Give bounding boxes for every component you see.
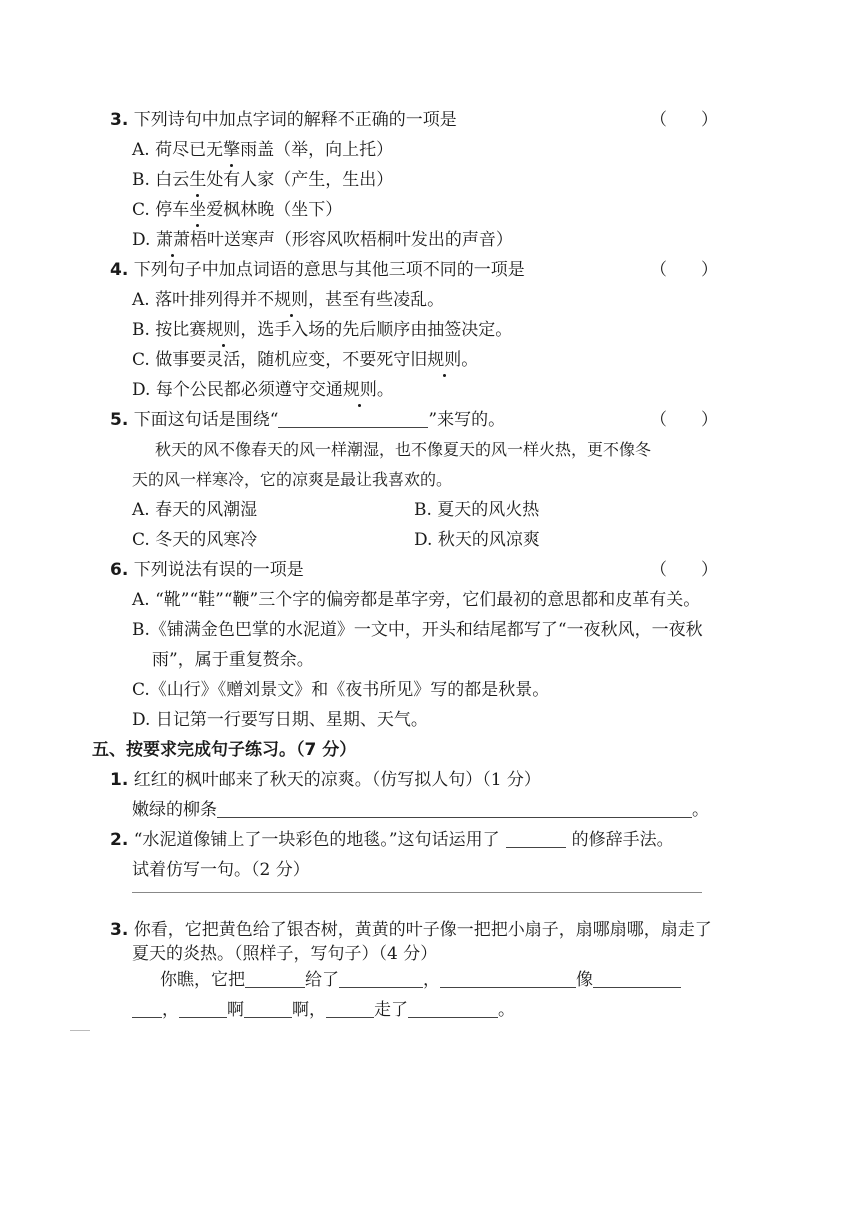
dotted-char: 坐 — [189, 200, 207, 220]
template-blank[interactable] — [245, 969, 305, 988]
template-blank[interactable] — [408, 999, 498, 1018]
template-blank[interactable] — [179, 999, 227, 1018]
template-blank[interactable] — [326, 999, 374, 1018]
sec5-q2-rhetoric-blank[interactable] — [506, 829, 566, 848]
sec5-q2-instruction: 试着仿写一句。（2 分） — [132, 860, 310, 880]
q6-answer-paren[interactable]: （ ） — [650, 560, 718, 580]
q6-option-b-line1: B.《铺满金色巴掌的水泥道》一文中，开头和结尾都写了“一夜秋风，一夜秋 — [132, 620, 703, 640]
q4-option-c: C. 做事要灵活，随机应变，不要死守旧规则。 — [132, 350, 479, 370]
scan-mark — [70, 1030, 90, 1031]
q6-option-d: D. 日记第一行要写日期、星期、天气。 — [132, 710, 428, 730]
dotted-word: 萧萧 — [155, 230, 190, 250]
template-blank[interactable] — [339, 969, 423, 988]
q4-stem — [110, 258, 525, 282]
section5-title: 五、按要求完成句子练习。（7 分） — [92, 740, 357, 760]
dotted-char: 生 — [189, 170, 207, 190]
q5-option-c: C. 冬天的风寒冷 — [132, 530, 258, 550]
dotted-word: 规则 — [427, 350, 462, 370]
q6-option-a: A. “靴”“鞋”“鞭”三个字的偏旁都是革字旁，它们最初的意思都和皮革有关。 — [132, 590, 701, 610]
dotted-char: 擎 — [223, 140, 241, 160]
q3-option-a: A. 荷尽已无擎雨盖（举，向上托） — [132, 140, 394, 160]
q5-fill-blank[interactable] — [278, 409, 428, 428]
sec5-q3-line1: 3. 你看，它把黄色给了银杏树，黄黄的叶子像一把把小扇子，扇哪扇哪，扇走了 — [110, 920, 712, 940]
q5-answer-paren[interactable]: （ ） — [650, 410, 718, 430]
sec5-q1-stem: 1. 红红的枫叶邮来了秋天的凉爽。（仿写拟人句）（1 分） — [110, 770, 541, 790]
q6-option-c: C.《山行》《赠刘景文》和《夜书所见》写的都是秋景。 — [132, 680, 550, 700]
sec5-q2-answer-line[interactable] — [132, 892, 702, 893]
q3-answer-paren[interactable]: （ ） — [650, 110, 718, 130]
template-blank[interactable] — [132, 999, 162, 1018]
template-blank[interactable] — [593, 969, 681, 988]
sec5-q1-answer: 嫩绿的柳条 。 — [132, 800, 709, 820]
sec5-q1-number: 1. — [110, 770, 129, 790]
sec5-q1-answer-blank[interactable] — [217, 799, 692, 818]
sec5-q3-template-line1: 你瞧，它把 给了 ， 像 — [160, 968, 681, 992]
q5-passage-line1: 秋天的风不像春天的风一样潮湿，也不像夏天的风一样火热，更不像冬 — [155, 440, 652, 459]
sec5-q2-number: 2. — [110, 830, 129, 850]
q5-stem: 5. 下面这句话是围绕“ ”来写的。 — [110, 410, 506, 430]
q4-option-b: B. 按比赛规则，选手入场的先后顺序由抽签决定。 — [132, 320, 513, 340]
q4-answer-paren[interactable]: （ ） — [650, 260, 718, 280]
sec5-q3-template-line2: ， 啊 啊， 走了 。 — [132, 998, 515, 1022]
q5-option-d: D. 秋天的风凉爽 — [414, 530, 540, 550]
q6-stem-text: 下列说法有误的一项是 — [133, 560, 304, 580]
q3-stem-text: 下列诗句中加点字词的解释不正确的一项是 — [133, 110, 457, 130]
q5-passage-line2: 天的风一样寒冷，它的凉爽是最让我喜欢的。 — [132, 470, 453, 489]
dotted-word: 规则 — [274, 290, 309, 310]
q6-number: 6. — [110, 560, 129, 580]
q3-option-d: D. 萧萧梧叶送寒声（形容风吹梧桐叶发出的声音） — [132, 230, 513, 250]
q4-number: 4. — [110, 260, 129, 280]
q4-stem-text: 下列句子中加点词语的意思与其他三项不同的一项是 — [133, 260, 525, 280]
q6-option-b-line2: 雨”，属于重复赘余。 — [152, 650, 314, 670]
q3-number: 3. — [110, 110, 129, 130]
sec5-q3-line2: 夏天的炎热。（照样子，写句子）（4 分） — [132, 944, 438, 964]
sec5-q3-number: 3. — [110, 920, 129, 940]
q5-number: 5. — [110, 410, 129, 430]
sec5-q2-stem: 2. “水泥道像铺上了一块彩色的地毯。”这句话运用了 的修辞手法。 — [110, 830, 674, 850]
dotted-word: 规则 — [342, 380, 377, 400]
q5-option-b: B. 夏天的风火热 — [414, 500, 540, 520]
q3-option-c: C. 停车坐爱枫林晚（坐下） — [132, 200, 343, 220]
template-blank[interactable] — [244, 999, 292, 1018]
dotted-word: 规则 — [206, 320, 241, 340]
q3-stem — [110, 108, 457, 132]
q6-stem — [110, 558, 304, 582]
q4-option-d: D. 每个公民都必须遵守交通规则。 — [132, 380, 394, 400]
q5-option-a: A. 春天的风潮湿 — [132, 500, 258, 520]
template-blank[interactable] — [440, 969, 576, 988]
q3-option-b: B. 白云生处有人家（产生，生出） — [132, 170, 394, 190]
q4-option-a: A. 落叶排列得并不规则，甚至有些凌乱。 — [132, 290, 445, 310]
